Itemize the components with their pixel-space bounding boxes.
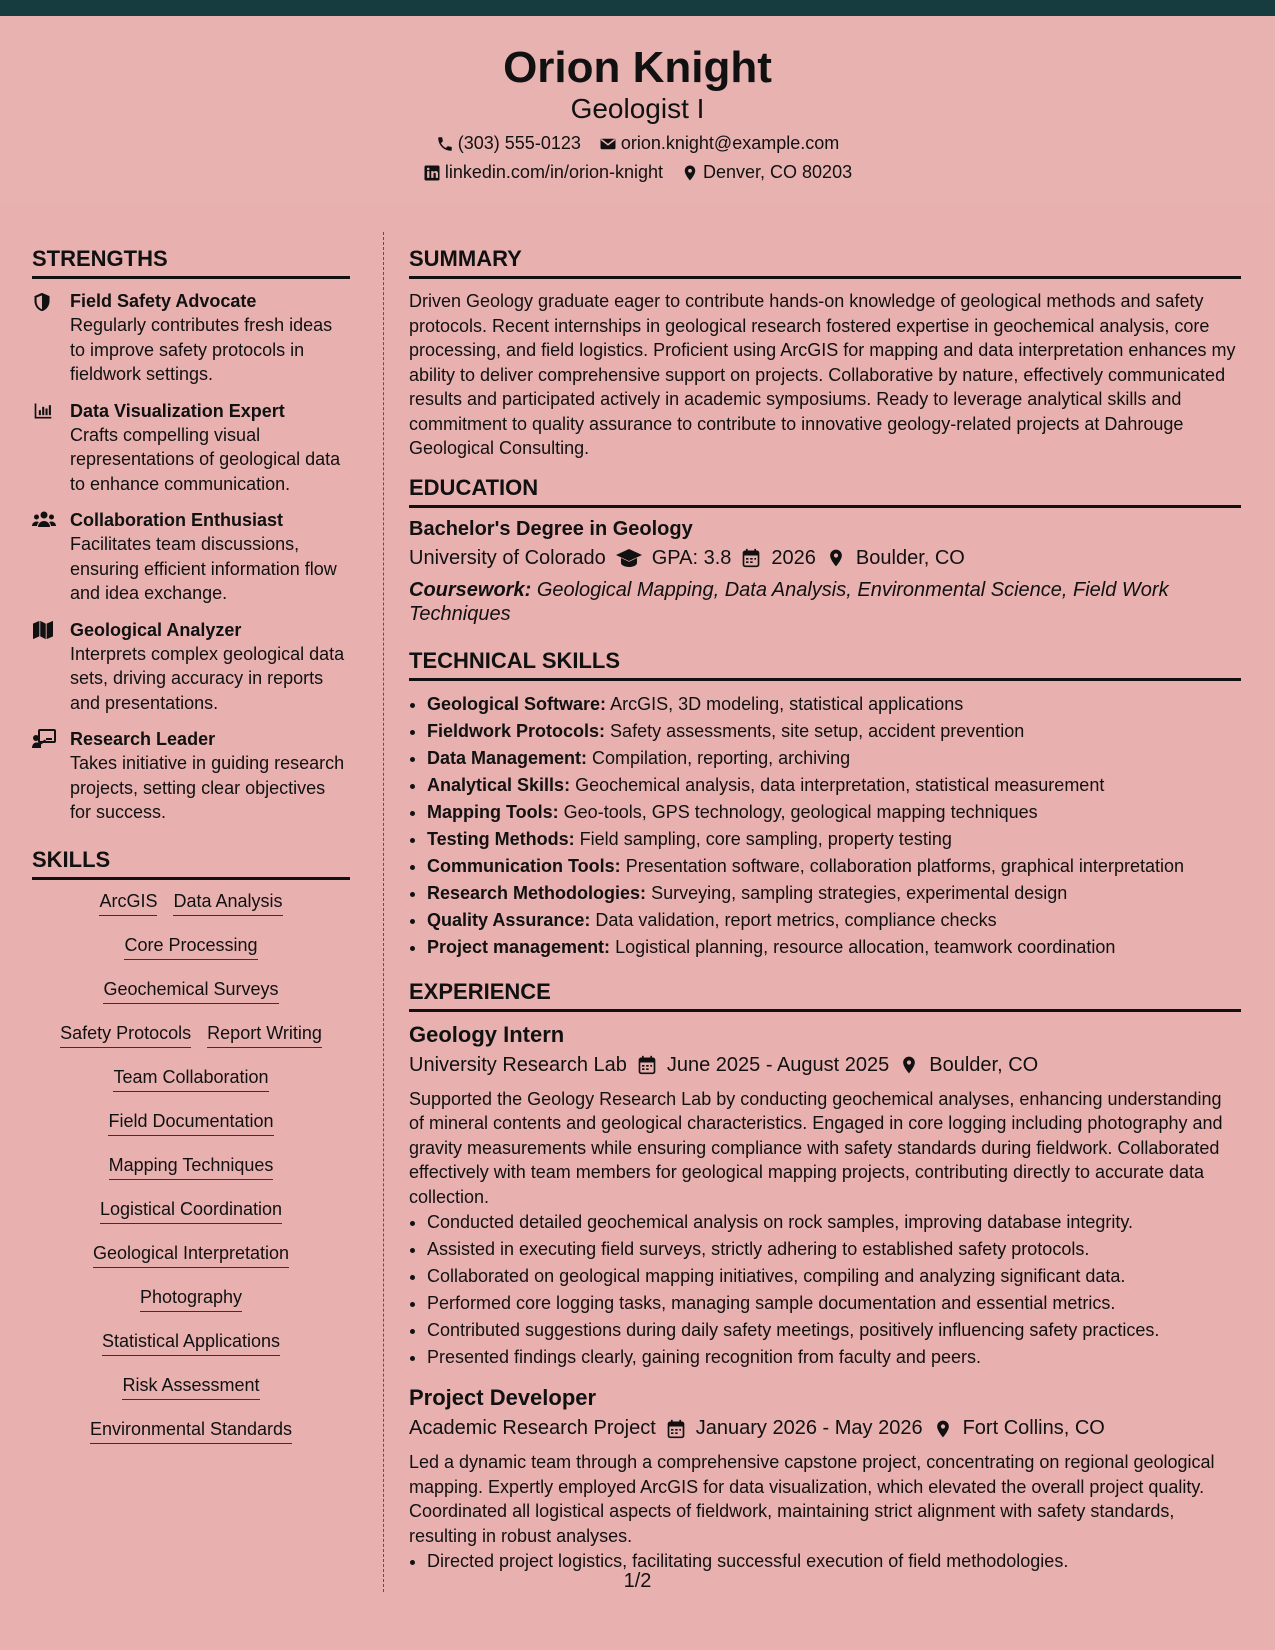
teacher-icon [32, 729, 56, 749]
list-item [427, 691, 1241, 718]
summary-text: Driven Geology graduate eager to contribute hands-on knowledge of geological methods and safety protocols. Recent internships in geological research fostered expertise in geochemical analysis, core processing, and field logistics. Proficient using ArcGIS for mapping and data interpretation enhances my ability to deliver comprehensive support on projects. Collaborative by nature, effectively communicated results and participated actively in academic symposiums. Ready to leverage analytical skills and commitment to quality assurance to contribute to innovative geology-related projects at Dahrouge Geological Consulting. [409, 291, 1236, 458]
tech-text: ArcGIS, 3D modeling, statistical applications [610, 693, 964, 714]
strength-item [32, 289, 350, 387]
job-org: Academic Research Project [409, 1417, 656, 1439]
linkedin-text: linkedin.com/in/orion-knight [444, 162, 663, 183]
top-bar [0, 0, 1275, 16]
list-item [427, 853, 1241, 880]
tech-label: Project management: [427, 936, 611, 957]
skill-tag: Environmental Standards [90, 1418, 292, 1444]
skills-list [32, 890, 350, 1444]
gpa-text: GPA: 3.8 [651, 546, 732, 569]
tech-text: Data validation, report metrics, compliance checks [595, 909, 997, 930]
job-location: Boulder, CO [929, 1053, 1039, 1076]
job-description: Led a dynamic team through a comprehensive capstone project, concentrating on regional geological mapping. Expertly employed ArcGIS for data visualization, which elevated the overall project quality. Coordinated all logistical aspects of fieldwork, maintaining strict alignment with safety standards, resulting in robust analyses. [409, 1452, 1215, 1546]
list-item: • Contributed suggestions during daily safety meetings, positively influencing safety practices. [427, 1317, 1241, 1344]
school-location: Boulder, CO [855, 546, 965, 569]
list-item: • Presented findings clearly, gaining recognition from faculty and peers. [427, 1344, 1241, 1371]
map-pin-icon [899, 1055, 919, 1075]
tech-label: Fieldwork Protocols: [427, 720, 606, 741]
skill-tag: Mapping Techniques [109, 1154, 274, 1180]
candidate-name: Orion Knight [503, 43, 772, 92]
location-text: Denver, CO 80203 [703, 162, 853, 183]
job-description: Supported the Geology Research Lab by conducting geochemical analyses, enhancing understanding of mineral contents and geological characteristics. Engaged in core logging including photography and gravity measurements while ensuring compliance with safety standards during fieldwork. Collaborated effectively with team members for geological mapping projects, contributing directly to accurate data collection. [409, 1088, 1223, 1207]
strength-item [32, 618, 350, 716]
tech-text: Compilation, reporting, archiving [592, 747, 851, 768]
strength-desc: Regularly contributes fresh ideas to improve safety protocols in fieldwork settings. [70, 315, 333, 384]
job-role: Project Developer [409, 1385, 597, 1410]
skill-tag: ArcGIS [99, 890, 157, 916]
phone-icon [436, 135, 454, 153]
skill-tag: Risk Assessment [122, 1374, 259, 1400]
education-heading: EDUCATION [409, 475, 1241, 508]
coursework-label: Coursework: [409, 578, 532, 601]
phone-contact[interactable] [436, 133, 581, 154]
contact-row-1 [0, 133, 1275, 154]
email-contact[interactable] [599, 133, 839, 154]
tech-label: Data Management: [427, 747, 588, 768]
education-meta [409, 547, 1241, 570]
skill-tag: Core Processing [124, 934, 257, 960]
strength-desc: Interprets complex geological data sets, driving accuracy in reports and presentations. [70, 643, 345, 713]
list-item: • Directed project logistics, facilitating successful execution of field methodologies. [427, 1548, 1241, 1575]
skill-tag: Geochemical Surveys [103, 978, 278, 1004]
page-number: 1/2 [623, 1570, 652, 1592]
list-item [427, 826, 1241, 853]
tech-text: Surveying, sampling strategies, experimental design [651, 882, 1068, 903]
job-org: University Research Lab [409, 1053, 627, 1076]
skill-tag: Team Collaboration [113, 1066, 268, 1092]
strength-title: Field Safety Advocate [70, 291, 257, 311]
job-dates: January 2026 - May 2026 [695, 1417, 923, 1439]
strength-desc: Facilitates team discussions, ensuring efficient information flow and idea exchange. [70, 534, 337, 603]
job-meta [409, 1054, 1241, 1077]
job-dates: June 2025 - August 2025 [666, 1053, 890, 1076]
tech-label: Geological Software: [427, 693, 607, 714]
list-item [427, 880, 1241, 907]
job-title: Geologist I [570, 93, 705, 125]
column-divider [383, 232, 384, 1592]
strength-title: Geological Analyzer [70, 619, 242, 640]
tech-text: Geo-tools, GPS technology, geological mapping techniques [563, 801, 1038, 822]
list-item [427, 745, 1241, 772]
tech-text: Safety assessments, site setup, accident prevention [610, 720, 1025, 741]
strength-title: Data Visualization Expert [70, 400, 285, 421]
phone-text: (303) 555-0123 [457, 133, 581, 154]
skill-tag: Geological Interpretation [93, 1242, 289, 1268]
resume-header [0, 16, 1275, 204]
skill-tag: Safety Protocols [60, 1022, 191, 1048]
skill-tag: Data Analysis [173, 890, 282, 916]
email-text: orion.knight@example.com [620, 133, 840, 154]
map-pin-icon [826, 548, 846, 568]
location-contact [681, 162, 852, 183]
calendar-icon [666, 1419, 686, 1439]
job-bullets [409, 1209, 1241, 1371]
skill-tag: Report Writing [207, 1022, 322, 1048]
tech-label: Quality Assurance: [427, 909, 591, 930]
skill-tag: Logistical Coordination [100, 1198, 282, 1224]
right-column [409, 246, 1241, 1575]
skill-tag: Statistical Applications [102, 1330, 280, 1356]
coursework [409, 578, 1241, 626]
strength-title: Research Leader [70, 729, 216, 749]
tech-label: Communication Tools: [427, 855, 621, 876]
grad-year: 2026 [771, 546, 816, 569]
technical-skills-list [409, 691, 1241, 961]
experience-heading: EXPERIENCE [409, 979, 1241, 1012]
calendar-icon [637, 1055, 657, 1075]
skills-heading: SKILLS [32, 847, 350, 880]
shield-icon [32, 291, 52, 313]
strength-desc: Crafts compelling visual representations of geological data to enhance communication. [70, 424, 341, 494]
linkedin-contact[interactable] [423, 162, 663, 183]
strengths-heading: STRENGTHS [32, 246, 350, 279]
tech-text: Field sampling, core sampling, property testing [579, 828, 952, 849]
map-pin-icon [933, 1419, 953, 1439]
summary-heading: SUMMARY [409, 246, 1241, 279]
degree-title: Bachelor's Degree in Geology [409, 517, 693, 540]
strength-title: Collaboration Enthusiast [70, 510, 284, 530]
calendar-icon [741, 548, 761, 568]
graduation-cap-icon [616, 548, 642, 568]
map-icon [32, 620, 54, 640]
strength-item [32, 727, 350, 825]
list-item: • Conducted detailed geochemical analysis on rock samples, improving database integrity. [427, 1209, 1241, 1236]
users-icon [32, 510, 56, 530]
job-location: Fort Collins, CO [962, 1417, 1105, 1439]
strength-desc: Takes initiative in guiding research projects, setting clear objectives for success. [70, 753, 345, 822]
list-item [427, 772, 1241, 799]
list-item [427, 718, 1241, 745]
list-item [427, 934, 1241, 961]
list-item [427, 799, 1241, 826]
job-role: Geology Intern [409, 1021, 565, 1047]
strength-item [32, 399, 350, 497]
school-name: University of Colorado [409, 546, 606, 569]
tech-text: Presentation software, collaboration platforms, graphical interpretation [625, 855, 1184, 876]
chart-icon [32, 401, 54, 421]
left-column [32, 246, 350, 1462]
tech-label: Analytical Skills: [427, 774, 571, 795]
tech-label: Testing Methods: [427, 828, 575, 849]
skill-tag: Field Documentation [108, 1110, 273, 1136]
strength-item [32, 508, 350, 606]
job-meta [409, 1417, 1241, 1440]
tech-label: Research Methodologies: [427, 882, 647, 903]
technical-skills-heading: TECHNICAL SKILLS [409, 648, 1241, 681]
map-pin-icon [681, 164, 699, 182]
skill-tag: Photography [140, 1286, 242, 1312]
envelope-icon [599, 135, 617, 153]
list-item [427, 907, 1241, 934]
linkedin-icon [423, 164, 441, 182]
list-item: • Collaborated on geological mapping initiatives, compiling and analyzing significant data. [427, 1263, 1241, 1290]
list-item: • Performed core logging tasks, managing sample documentation and essential metrics. [427, 1290, 1241, 1317]
coursework-text: Geological Mapping, Data Analysis, Environmental Science, Field Work Techniques [409, 578, 1169, 625]
tech-text: Geochemical analysis, data interpretation, statistical measurement [575, 774, 1105, 795]
tech-label: Mapping Tools: [427, 801, 559, 822]
list-item: • Assisted in executing field surveys, strictly adhering to established safety protocols. [427, 1236, 1241, 1263]
tech-text: Logistical planning, resource allocation, teamwork coordination [615, 936, 1116, 957]
contact-row-2 [0, 162, 1275, 183]
